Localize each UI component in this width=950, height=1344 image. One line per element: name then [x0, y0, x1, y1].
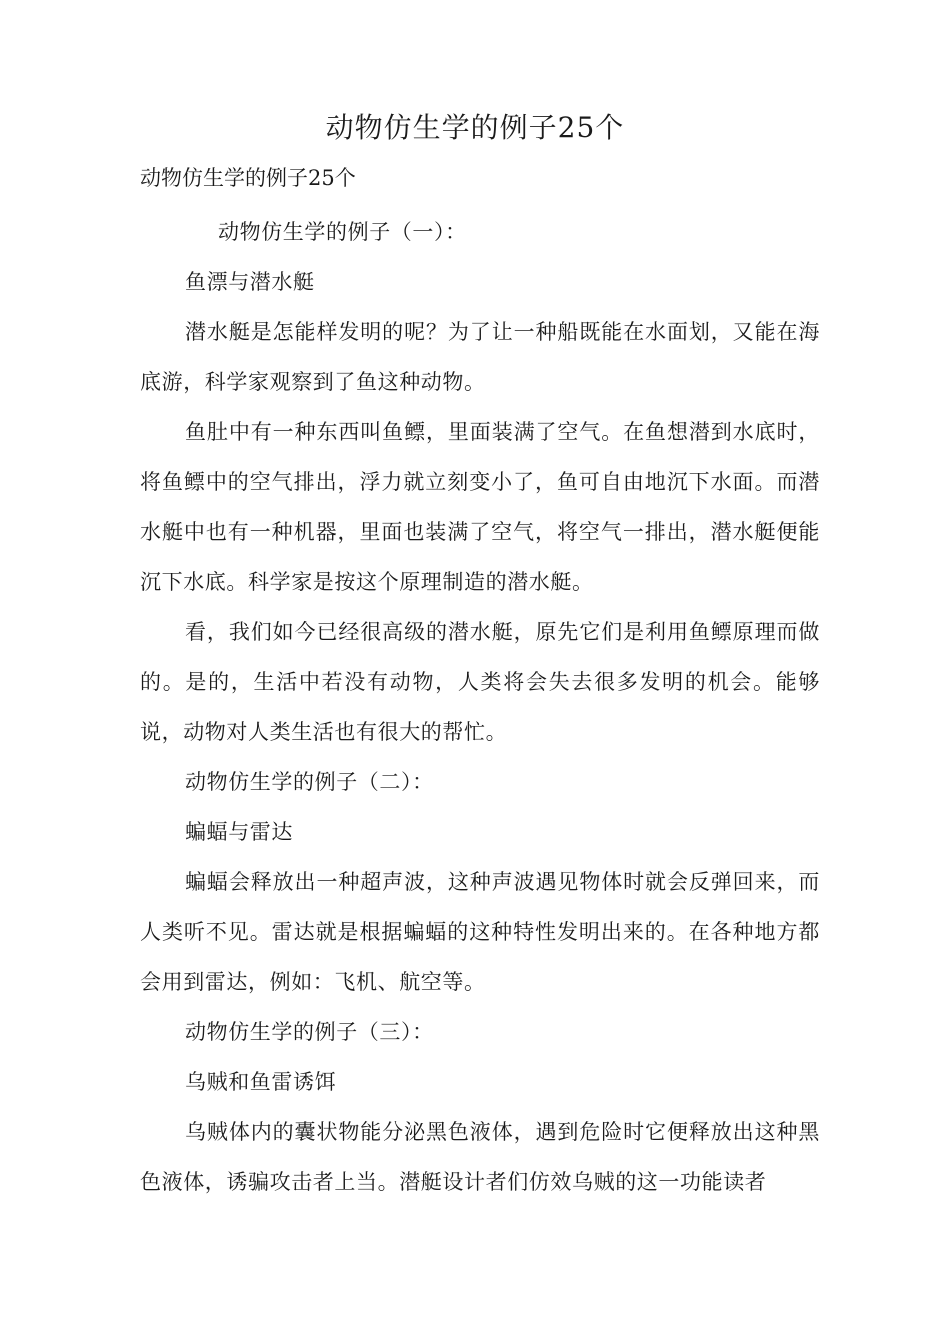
document-body	[140, 207, 820, 1207]
section-topic-3: 乌贼和鱼雷诱饵	[185, 1070, 337, 1094]
section-heading-3: 动物仿生学的例子（三）：	[185, 1020, 434, 1044]
section-topic-1: 鱼漂与潜水艇	[185, 270, 315, 294]
document-subtitle: 动物仿生学的例子25个	[140, 166, 356, 190]
paragraph: 看，我们如今已经很高级的潜水艇，原先它们是利用鱼鳔原理而做的。是的，生活中若没有动物，人类将会失去很多发明的机会。能够说，动物对人类生活也有很大的帮忙。	[140, 620, 820, 744]
paragraph: 潜水艇是怎能样发明的呢？为了让一种船既能在水面划，又能在海底游，科学家观察到了鱼这种动物。	[140, 320, 820, 394]
paragraph: 鱼肚中有一种东西叫鱼鳔，里面装满了空气。在鱼想潜到水底时，将鱼鳔中的空气排出，浮力就立刻变小了，鱼可自由地沉下水面。而潜水艇中也有一种机器，里面也装满了空气，将空气一排出，潜水艇便能沉下水底。科学家是按这个原理制造的潜水艇。	[140, 420, 820, 594]
paragraph: 蝙蝠会释放出一种超声波，这种声波遇见物体时就会反弹回来，而人类听不见。雷达就是根据蝙蝠的这种特性发明出来的。在各种地方都会用到雷达，例如：飞机、航空等。	[140, 870, 820, 994]
section-heading-2: 动物仿生学的例子（二）：	[185, 770, 434, 794]
document-title: 动物仿生学的例子25个	[325, 111, 625, 144]
section-heading-1: 动物仿生学的例子（一）：	[218, 220, 467, 244]
paragraph: 乌贼体内的囊状物能分泌黑色液体，遇到危险时它便释放出这种黑色液体，诱骗攻击者上当。潜艇设计者们仿效乌贼的这一功能读者	[140, 1120, 820, 1194]
section-topic-2: 蝙蝠与雷达	[185, 820, 293, 844]
